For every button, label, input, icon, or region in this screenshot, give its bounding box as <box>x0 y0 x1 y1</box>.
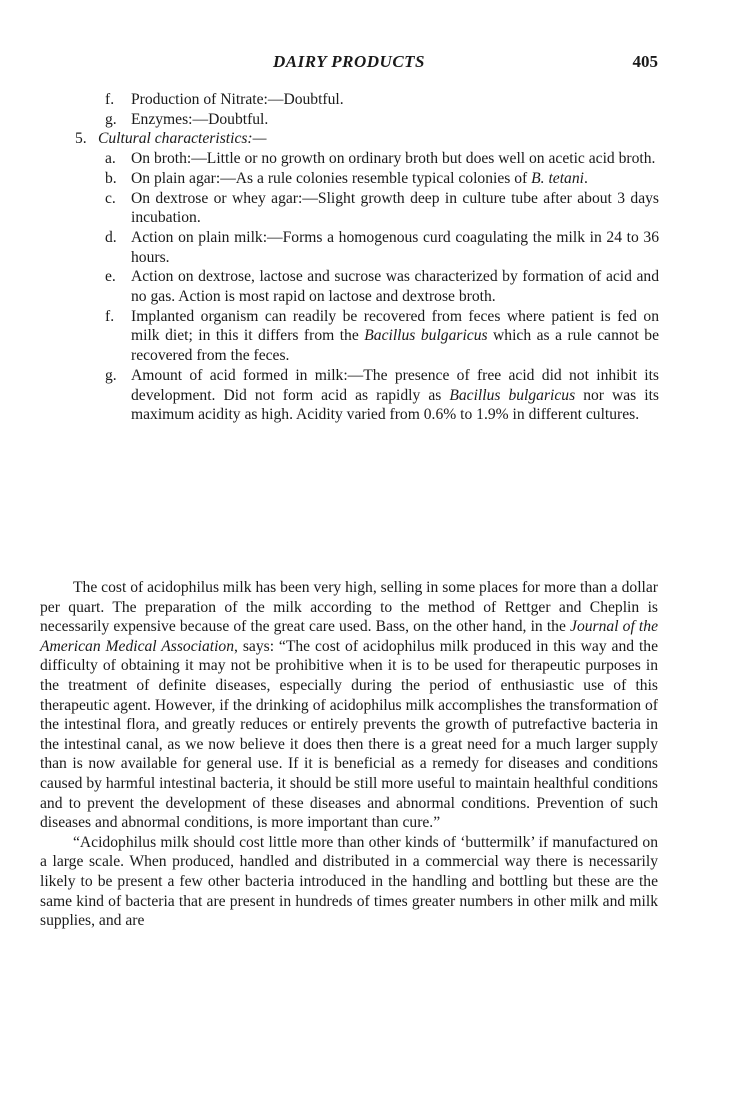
item-text: Enzymes:—Doubtful. <box>131 110 269 128</box>
page-number: 405 <box>632 52 658 71</box>
item-text: On dextrose or whey agar:—Slight growth deep in culture tube after about 3 days incubation. <box>131 189 659 227</box>
paragraph-text: The cost of acidophilus milk has been very high, selling in some places for more than a dollar per quart. The preparation of the milk according to the method of Rettger and Cheplin is necessarily expensive because of the great care used. Bass, on the other hand, in the <box>40 579 658 636</box>
item-marker: e. <box>105 268 116 286</box>
outline-item-d-plain-milk <box>72 228 659 267</box>
paragraph-quote <box>40 833 658 931</box>
species-name: Bacillus bulgaricus <box>364 327 488 345</box>
item-text-end: which as a rule cannot be recovered from the feces. <box>131 327 659 365</box>
characteristics-outline <box>72 90 659 425</box>
paragraph-text-continued: , says: “The cost of acidophilus milk produced in this way and the difficulty of obtaining it may not be prohibitive when it is to be used for therapeutic purposes in the treatment of definite diseases, especially during the period of enthusiastic use of this therapeutic agent. However, if the drinking of acidophilus milk accomplishes the transformation of the intestinal flora, and greatly reduces or entirely prevents the growth of putrefactive bacteria in the intestinal canal, as we now believe it does then there is a great need for a much larger supply than is now available for general use. If it is beneficial as a remedy for diseases and conditions caused by harmful intestinal bacteria, it should be still more useful to maintain healthful conditions and to prevent the development of these diseases and abnormal conditions. Prevention of such diseases and abnormal conditions, is more important than cure.” <box>40 637 659 832</box>
outline-section-5 <box>72 129 659 149</box>
outline-item-c-dextrose-agar <box>72 189 659 228</box>
item-text: Implanted organism can readily be recovered from feces where patient is fed on milk diet; in this it differs from the <box>131 307 659 345</box>
item-text: Action on plain milk:—Forms a homogenous curd coagulating the milk in 24 to 36 hours. <box>131 228 659 266</box>
item-text: Action on dextrose, lactose and sucrose was characterized by formation of acid and no gas. Action is most rapid on lactose and dextrose broth. <box>131 268 659 306</box>
item-text-end: . <box>583 169 588 187</box>
item-text: On broth:—Little or no growth on ordinary broth but does well on acetic acid broth. <box>131 150 656 168</box>
item-marker: g. <box>105 110 117 128</box>
section-marker: 5. <box>75 130 87 148</box>
outline-item-b-plain-agar <box>72 169 659 189</box>
item-text: On plain agar:—As a rule colonies resemble typical colonies of <box>131 169 532 187</box>
body-text <box>40 578 658 931</box>
item-marker: f. <box>105 91 115 108</box>
outline-item-a-broth <box>72 149 659 169</box>
section-heading: Cultural characteristics:— <box>98 130 267 148</box>
species-name: B. tetani <box>531 169 584 187</box>
item-text-end: nor was its maximum acidity as high. Acidity varied from 0.6% to 1.9% in different cultures. <box>131 386 659 424</box>
outline-item-g-acid <box>72 366 659 425</box>
paragraph-text: “Acidophilus milk should cost little more than other kinds of ‘buttermilk’ if manufactured on a large scale. When produced, handled and distributed in a commercial way there is necessarily likely to be present a few other bacteria introduced in the handling and bottling but these are the same kind of bacteria that are present in hundreds of times greater numbers in other milk and milk supplies, and are <box>40 833 658 930</box>
item-marker: b. <box>105 169 117 187</box>
outline-item-g-enzymes <box>72 110 659 130</box>
paragraph-cost <box>40 578 658 833</box>
outline-item-f-implanted <box>72 307 659 366</box>
outline-item-f-nitrate <box>72 90 659 110</box>
item-marker: c. <box>105 189 116 207</box>
item-text: Amount of acid formed in milk:—The presence of free acid did not inhibit its development. Did not form acid as rapidly as <box>131 366 659 404</box>
running-head: DAIRY PRODUCTS <box>273 52 425 71</box>
item-text: Production of Nitrate:—Doubtful. <box>131 91 344 108</box>
outline-item-e-sugars <box>72 267 659 306</box>
item-marker: a. <box>105 150 116 168</box>
journal-title: Journal of the American Medical Association <box>40 618 658 655</box>
species-name: Bacillus bulgaricus <box>449 386 576 404</box>
item-marker: g. <box>105 366 117 384</box>
item-marker: d. <box>105 228 117 246</box>
page-header <box>40 52 658 76</box>
item-marker: f. <box>105 307 115 325</box>
